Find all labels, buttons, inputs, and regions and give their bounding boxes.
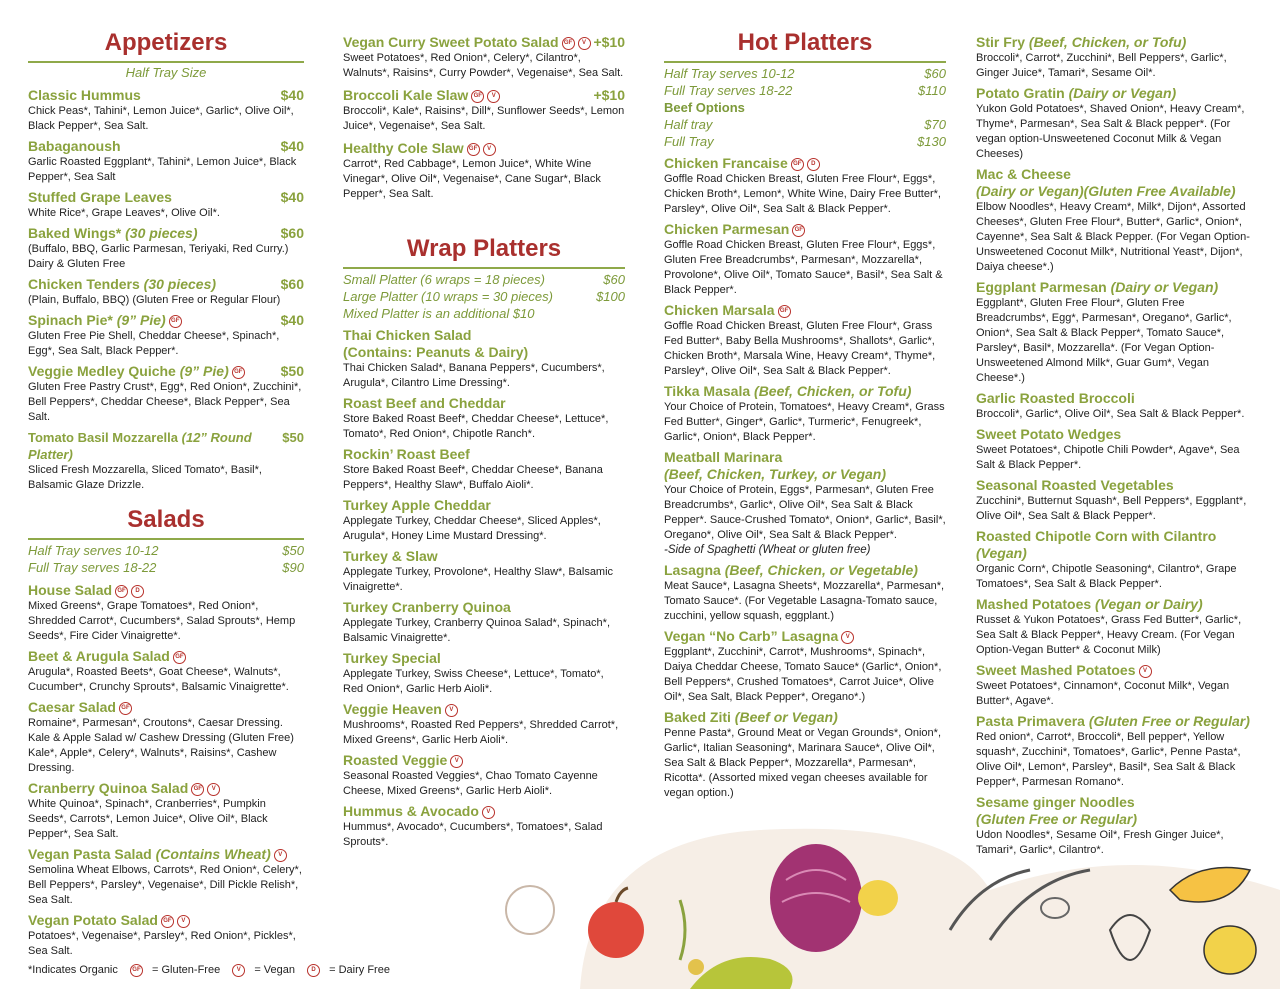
item-name: Vegan Pasta Salad xyxy=(28,846,152,862)
menu-item xyxy=(976,713,1258,790)
gluten-free-legend: = Gluten-Free xyxy=(152,964,221,977)
item-qualifier: (Vegan) xyxy=(976,545,1027,561)
item-desc: White Rice*, Grape Leaves*, Olive Oil*. xyxy=(28,207,220,219)
item-name: Beet & Arugula Salad xyxy=(28,648,170,664)
dairy-free-icon: D xyxy=(307,964,320,977)
item-name: Eggplant Parmesan xyxy=(976,279,1107,295)
item-desc: Zucchini*, Butternut Squash*, Bell Peppers*, Eggplant*, Olive Oil*, Sea Salt & Black Pepper*. xyxy=(976,495,1247,522)
gluten-free-icon: GF xyxy=(119,702,132,715)
item-desc: Chick Peas*, Tahini*, Lemon Juice*, Garlic*, Olive Oil*, Black Pepper*, Sea Salt. xyxy=(28,105,294,132)
vegan-icon: V xyxy=(487,90,500,103)
item-name: Roasted Chipotle Corn with Cilantro xyxy=(976,528,1217,544)
item-name: Baked Wings* xyxy=(28,225,122,241)
item-name: Roasted Veggie xyxy=(343,752,448,768)
menu-item xyxy=(343,327,625,391)
column-3 xyxy=(664,28,946,805)
item-qualifier: (Beef, Chicken, or Vegetable) xyxy=(724,562,918,578)
item-desc: Goffle Road Chicken Breast, Gluten Free Flour*, Grass Fed Butter*, Baby Bella Mushrooms*, Shallots*, Garlic*, Chicken Broth*, Marsala Wine, Heavy Cream*, Thyme*, Parsley*, Olive Oil*, Sea Salt & Black Pepper*. xyxy=(664,320,936,377)
background-blob xyxy=(580,829,1280,989)
price-value: $90 xyxy=(282,560,304,575)
item-price: +$10 xyxy=(593,87,625,103)
gluten-free-icon: GF xyxy=(791,158,804,171)
item-price: $40 xyxy=(280,138,304,154)
gluten-free-icon: GF xyxy=(562,37,575,50)
price-label: Full Tray serves 18-22 xyxy=(664,83,793,98)
menu-item xyxy=(664,155,946,217)
item-desc: (Buffalo, BBQ, Garlic Parmesan, Teriyaki, Red Curry.) Dairy & Gluten Free xyxy=(28,243,289,270)
menu-item xyxy=(343,701,625,748)
item-desc: Russet & Yukon Potatoes*, Grass Fed Butter*, Garlic*, Sea Salt & Black Pepper*, Heavy Cream. (For Vegan Option-Vegan Butter* & Coconut Milk) xyxy=(976,614,1242,656)
item-qualifier: (12” Round Platter) xyxy=(28,430,252,462)
menu-item xyxy=(28,312,304,359)
item-desc: Sliced Fresh Mozzarella, Sliced Tomato*, Basil*, Balsamic Glaze Drizzle. xyxy=(28,464,262,491)
vegan-icon: V xyxy=(232,964,245,977)
item-name: Stuffed Grape Leaves xyxy=(28,189,172,205)
gluten-free-icon: GF xyxy=(173,651,186,664)
item-desc: Broccoli*, Garlic*, Olive Oil*, Sea Salt & Black Pepper*. xyxy=(976,408,1245,420)
item-name: Sweet Potato Wedges xyxy=(976,426,1122,442)
item-name: Mashed Potatoes xyxy=(976,596,1092,612)
price-label: Full Tray xyxy=(664,134,714,149)
menu-item xyxy=(976,662,1258,709)
vegan-icon: V xyxy=(207,783,220,796)
item-desc: Arugula*, Roasted Beets*, Goat Cheese*, Walnuts*, Cucumber*, Crunchy Sprouts*, Balsamic Vinaigrette*. xyxy=(28,666,289,693)
item-name: Thai Chicken Salad xyxy=(343,327,472,343)
menu-item xyxy=(28,225,304,272)
vegan-icon: V xyxy=(483,143,496,156)
item-price: $60 xyxy=(280,276,304,292)
price-row xyxy=(664,82,946,99)
item-price: $50 xyxy=(282,430,304,445)
gluten-free-icon: GF xyxy=(471,90,484,103)
price-label: Mixed Platter is an additional $10 xyxy=(343,306,535,321)
price-value: $110 xyxy=(918,83,946,98)
menu-item xyxy=(28,780,304,842)
menu-item xyxy=(343,87,625,134)
menu-item xyxy=(343,548,625,595)
item-desc: Red onion*, Carrot*, Broccoli*, Bell pepper*, Yellow squash*, Zucchini*, Tomatoes*, Garlic*, Penne Pasta*, Olive Oil*, Lemon*, Parsley*, Basil*, Sea Salt & Black Pepper*, Parmesan Romano*. xyxy=(976,731,1241,788)
gluten-free-icon: GF xyxy=(467,143,480,156)
item-desc: Broccoli*, Kale*, Raisins*, Dill*, Sunflower Seeds*, Lemon Juice*, Vegenaise*, Sea Salt. xyxy=(343,105,625,132)
item-name: Baked Ziti xyxy=(664,709,731,725)
item-name: Sweet Mashed Potatoes xyxy=(976,662,1136,678)
item-qualifier: (Beef, Chicken, or Tofu) xyxy=(1028,34,1187,50)
item-name: Roast Beef and Cheddar xyxy=(343,395,506,411)
menu-item xyxy=(343,650,625,697)
menu-item xyxy=(28,699,304,776)
item-desc: Penne Pasta*, Ground Meat or Vegan Grounds*, Onion*, Garlic*, Italian Seasoning*, Marinara Sauce*, Olive Oil*, Sea Salt & Black Pepper*, Mozzarella*, Parmesan*, Ricotta*. (Assorted mixed vegan cheeses available for vegan option.) xyxy=(664,727,942,799)
item-name: Seasonal Roasted Vegetables xyxy=(976,477,1174,493)
vegan-legend: = Vegan xyxy=(254,964,295,977)
vegan-icon: V xyxy=(445,704,458,717)
item-desc: Seasonal Roasted Veggies*, Chao Tomato Cayenne Cheese, Mixed Greens*, Garlic Herb Aioli*. xyxy=(343,770,598,797)
gluten-free-icon: GF xyxy=(169,315,182,328)
item-desc: Eggplant*, Zucchini*, Carrot*, Mushrooms*, Spinach*, Daiya Cheddar Cheese, Tomato Sauce* (Garlic*, Onion*, Bell Peppers*, Crushed Tomatoes*, Carrot Juice*, Olive Oil*, Sea Salt, Black Pepper*, Oregano*.) xyxy=(664,646,942,703)
item-qualifier: (Gluten Free or Regular) xyxy=(976,811,1138,827)
item-desc: Organic Corn*, Chipotle Seasoning*, Cilantro*, Grape Tomatoes*, Sea Salt & Black Pepper*. xyxy=(976,563,1237,590)
item-name: Chicken Parmesan xyxy=(664,221,790,237)
item-name: Meatball Marinara xyxy=(664,449,783,465)
menu-item xyxy=(28,276,304,308)
price-row xyxy=(664,116,946,133)
item-desc: Applegate Turkey, Cranberry Quinoa Salad*, Spinach*, Balsamic Vinaigrette*. xyxy=(343,617,611,644)
price-row xyxy=(28,559,304,576)
lemon-icon-2 xyxy=(1204,926,1256,974)
dairy-free-icon: D xyxy=(131,585,144,598)
item-desc: Gluten Free Pastry Crust*, Egg*, Red Onion*, Zucchini*, Bell Peppers*, Cheddar Cheese*, Black Pepper*, Sea Salt. xyxy=(28,381,302,423)
price-row xyxy=(343,271,625,288)
vegan-icon: V xyxy=(274,849,287,862)
price-row xyxy=(664,133,946,150)
menu-item xyxy=(664,628,946,705)
item-name: Vegan “No Carb” Lasagna xyxy=(664,628,839,644)
divider xyxy=(343,267,625,269)
item-desc: Potatoes*, Vegenaise*, Parsley*, Red Onion*, Pickles*, Sea Salt. xyxy=(28,930,296,957)
column-4 xyxy=(976,34,1258,862)
vegan-icon: V xyxy=(450,755,463,768)
item-qualifier: (Contains Wheat) xyxy=(155,846,271,862)
column-1 xyxy=(28,28,304,963)
item-name: Cranberry Quinoa Salad xyxy=(28,780,189,796)
menu-item xyxy=(28,138,304,185)
vegan-icon: V xyxy=(841,631,854,644)
menu-item xyxy=(976,34,1258,81)
price-value: $60 xyxy=(924,66,946,81)
price-value: $130 xyxy=(917,134,946,149)
price-label: Half Tray serves 10-12 xyxy=(28,543,159,558)
item-price: $40 xyxy=(280,312,304,328)
item-name: Turkey Apple Cheddar xyxy=(343,497,491,513)
item-name: Tomato Basil Mozzarella xyxy=(28,430,179,445)
gluten-free-icon: GF xyxy=(130,964,143,977)
item-name: Chicken Tenders xyxy=(28,276,140,292)
item-name: Healthy Cole Slaw xyxy=(343,140,464,156)
dairy-free-icon: D xyxy=(807,158,820,171)
vegan-icon: V xyxy=(578,37,591,50)
price-label: Large Platter (10 wraps = 30 pieces) xyxy=(343,289,553,304)
item-qualifier: (Gluten Free or Regular) xyxy=(1088,713,1250,729)
item-price: $50 xyxy=(280,363,304,379)
price-row xyxy=(343,288,625,305)
menu-item xyxy=(343,497,625,544)
legend xyxy=(28,964,396,977)
salads-title: Salads xyxy=(127,506,205,533)
item-desc: Meat Sauce*, Lasagna Sheets*, Mozzarella*, Parmesan*, Tomato Sauce*. (For Vegetable Lasagna-Tomato sauce, zucchini, yellow squash, eggplant.) xyxy=(664,580,945,622)
gluten-free-icon: GF xyxy=(115,585,128,598)
item-name: Lasagna xyxy=(664,562,721,578)
item-name: Pasta Primavera xyxy=(976,713,1085,729)
price-value: $70 xyxy=(924,117,946,132)
garlic-icon xyxy=(506,886,554,934)
item-name: Chicken Marsala xyxy=(664,302,775,318)
item-desc: Thai Chicken Salad*, Banana Peppers*, Cucumbers*, Arugula*, Cilantro Lime Dressing*. xyxy=(343,362,605,389)
item-desc: Your Choice of Protein, Tomatoes*, Heavy Cream*, Grass Fed Butter*, Ginger*, Garlic*, Turmeric*, Fenugreek*, Garlic*, Onion*, Black Pepper*. xyxy=(664,401,945,443)
gluten-free-icon: GF xyxy=(792,224,805,237)
item-name: Turkey Special xyxy=(343,650,441,666)
menu-item xyxy=(976,85,1258,162)
price-row xyxy=(664,65,946,82)
item-desc: Romaine*, Parmesan*, Croutons*, Caesar Dressing. Kale & Apple Salad w/ Cashew Dressing (Gluten Free) Kale*, Apple*, Celery*, Walnuts*, Raisins*, Cashew Dressing. xyxy=(28,717,294,774)
item-qualifier: (9” Pie) xyxy=(179,363,229,379)
item-name: House Salad xyxy=(28,582,113,598)
menu-item xyxy=(28,648,304,695)
item-desc: Sweet Potatoes*, Cinnamon*, Coconut Milk*, Vegan Butter*, Agave*. xyxy=(976,680,1230,707)
organic-legend: *Indicates Organic xyxy=(28,964,118,977)
item-desc: Goffle Road Chicken Breast, Gluten Free Flour*, Eggs*, Gluten Free Breadcrumbs*, Parmesan*, Mozzarella*, Provolone*, Olive Oil*, Tomato Sauce*, Basil*, Sea Salt & Black Pepper*. xyxy=(664,239,943,296)
item-desc: Store Baked Roast Beef*, Cheddar Cheese*, Lettuce*, Tomato*, Red Onion*, Chipotle Ranch*. xyxy=(343,413,609,440)
item-desc: Semolina Wheat Elbows, Carrots*, Red Onion*, Celery*, Bell Peppers*, Parsley*, Vegenaise*, Dill Pickle Relish*, Sea Salt. xyxy=(28,864,302,906)
menu-item xyxy=(28,912,304,959)
gluten-free-icon: GF xyxy=(232,366,245,379)
item-price: $60 xyxy=(280,225,304,241)
item-name: Turkey Cranberry Quinoa xyxy=(343,599,511,615)
item-qualifier: (9” Pie) xyxy=(116,312,166,328)
item-desc: Hummus*, Avocado*, Cucumbers*, Tomatoes*, Salad Sprouts*. xyxy=(343,821,603,848)
item-name: Veggie Heaven xyxy=(343,701,442,717)
price-value: $50 xyxy=(282,543,304,558)
item-desc: Udon Noodles*, Sesame Oil*, Fresh Ginger Juice*, Tamari*, Garlic*, Cilantro*. xyxy=(976,829,1224,856)
divider xyxy=(28,538,304,540)
item-price: +$10 xyxy=(593,34,625,50)
menu-item xyxy=(28,189,304,221)
item-qualifier: (Beef, Chicken, Turkey, or Vegan) xyxy=(664,466,886,482)
item-name: Potato Gratin xyxy=(976,85,1065,101)
menu-item xyxy=(976,166,1258,275)
item-name: Broccoli Kale Slaw xyxy=(343,87,469,103)
menu-item xyxy=(976,279,1258,386)
vegan-icon: V xyxy=(482,806,495,819)
menu-item xyxy=(664,562,946,624)
item-desc: Store Baked Roast Beef*, Cheddar Cheese*, Banana Peppers*, Healthy Slaw*, Buffalo Aioli*. xyxy=(343,464,603,491)
hot-platters-title: Hot Platters xyxy=(737,29,873,56)
price-value: $60 xyxy=(603,272,625,287)
item-qualifier: (Dairy or Vegan) xyxy=(1110,279,1219,295)
item-qualifier: (Dairy or Vegan) xyxy=(1068,85,1177,101)
item-desc: Sweet Potatoes*, Red Onion*, Celery*, Cilantro*, Walnuts*, Raisins*, Curry Powder*, Vegenaise*, Sea Salt. xyxy=(343,52,624,79)
menu-item xyxy=(976,596,1258,658)
menu-item xyxy=(343,446,625,493)
item-note: -Side of Spaghetti (Wheat or gluten free) xyxy=(664,544,871,556)
price-label: Half Tray serves 10-12 xyxy=(664,66,795,81)
menu-item xyxy=(664,221,946,298)
item-desc: (Plain, Buffalo, BBQ) (Gluten Free or Regular Flour) xyxy=(28,294,281,306)
item-name: Caesar Salad xyxy=(28,699,116,715)
price-label: Beef Options xyxy=(664,100,745,115)
vegan-icon: V xyxy=(177,915,190,928)
gluten-free-icon: GF xyxy=(191,783,204,796)
turnip-icon xyxy=(688,959,704,975)
price-label: Small Platter (6 wraps = 18 pieces) xyxy=(343,272,545,287)
item-desc: Garlic Roasted Eggplant*, Tahini*, Lemon Juice*, Black Pepper*, Sea Salt xyxy=(28,156,297,183)
item-desc: Gluten Free Pie Shell, Cheddar Cheese*, Spinach*, Egg*, Sea Salt, Black Pepper*. xyxy=(28,330,280,357)
gluten-free-icon: GF xyxy=(778,305,791,318)
item-name: Vegan Curry Sweet Potato Salad xyxy=(343,34,559,50)
wraps-title: Wrap Platters xyxy=(406,235,562,262)
price-label: Half tray xyxy=(664,117,713,132)
menu-item xyxy=(664,383,946,445)
price-note xyxy=(343,305,625,322)
menu-item xyxy=(343,34,625,81)
price-label: Full Tray serves 18-22 xyxy=(28,560,157,575)
item-name: Vegan Potato Salad xyxy=(28,912,158,928)
item-qualifier: (Beef or Vegan) xyxy=(734,709,838,725)
item-name: Spinach Pie* xyxy=(28,312,113,328)
item-qualifier: (Vegan or Dairy) xyxy=(1095,596,1203,612)
menu-item xyxy=(976,390,1258,422)
food-illustration xyxy=(430,780,1280,989)
vegan-icon: V xyxy=(1139,665,1152,678)
divider xyxy=(28,61,304,63)
divider xyxy=(664,61,946,63)
item-name: Mac & Cheese xyxy=(976,166,1071,182)
appetizers-subtitle: Half Tray Size xyxy=(125,65,207,80)
item-desc: Goffle Road Chicken Breast, Gluten Free Flour*, Eggs*, Chicken Broth*, Lemon*, White Wine, Dairy Free Butter*, Parsley*, Olive Oil*, Sea Salt & Black Pepper*. xyxy=(664,173,941,215)
item-desc: White Quinoa*, Spinach*, Cranberries*, Pumpkin Seeds*, Carrots*, Lemon Juice*, Olive Oil*, Black Pepper*, Sea Salt. xyxy=(28,798,268,840)
menu-item xyxy=(28,582,304,644)
item-desc: Applegate Turkey, Provolone*, Healthy Slaw*, Balsamic Vinaigrette*. xyxy=(343,566,614,593)
menu-item xyxy=(28,846,304,908)
item-desc: Carrot*, Red Cabbage*, Lemon Juice*, White Wine Vinegar*, Olive Oil*, Vegenaise*, Cane Sugar*, Black Pepper*, Sea Salt. xyxy=(343,158,601,200)
price-row xyxy=(664,99,946,116)
item-name: Classic Hummus xyxy=(28,87,141,103)
apple-icon xyxy=(588,902,644,958)
menu-item xyxy=(976,426,1258,473)
onion-icon xyxy=(770,844,862,952)
menu-item xyxy=(28,429,304,493)
price-row xyxy=(28,542,304,559)
item-name: Rockin’ Roast Beef xyxy=(343,446,470,462)
item-desc: Mixed Greens*, Grape Tomatoes*, Red Onion*, Shredded Carrot*, Cucumbers*, Salad Sprouts*, Hemp Seeds*, Fire Cider Vinaigrette*. xyxy=(28,600,296,642)
item-qualifier: (30 pieces) xyxy=(143,276,217,292)
item-qualifier: (Dairy or Vegan)(Gluten Free Available) xyxy=(976,183,1236,199)
menu-item xyxy=(28,87,304,134)
item-desc: Applegate Turkey, Swiss Cheese*, Lettuce*, Tomato*, Red Onion*, Garlic Herb Aioli*. xyxy=(343,668,604,695)
item-name: Hummus & Avocado xyxy=(343,803,479,819)
item-name: Turkey & Slaw xyxy=(343,548,438,564)
menu-item xyxy=(28,363,304,425)
dairy-free-legend: = Dairy Free xyxy=(329,964,390,977)
menu-item xyxy=(976,528,1258,592)
menu-item xyxy=(343,395,625,442)
price-value: $100 xyxy=(596,289,625,304)
item-desc: Your Choice of Protein, Eggs*, Parmesan*, Gluten Free Breadcrumbs*, Garlic*, Olive Oil*, Sea Salt & Black Pepper*. Sauce-Crushed Tomato*, Onion*, Garlic*, Basil*, Oregano*, Olive Oil*, Sea Salt & Black Pepper*. xyxy=(664,484,946,541)
item-qualifier: (30 pieces) xyxy=(125,225,198,241)
item-name: Sesame ginger Noodles xyxy=(976,794,1135,810)
appetizers-title: Appetizers xyxy=(104,29,228,56)
item-name: Tikka Masala xyxy=(664,383,751,399)
item-name: Stir Fry xyxy=(976,34,1026,50)
item-price: $40 xyxy=(280,87,304,103)
item-desc: Yukon Gold Potatoes*, Shaved Onion*, Heavy Cream*, Thyme*, Parmesan*, Sea Salt & Black pepper*. (For vegan option-Unsweetened Coconut Milk & Vegan Cheeses) xyxy=(976,103,1245,160)
column-2 xyxy=(343,34,625,854)
item-desc: Elbow Noodles*, Heavy Cream*, Milk*, Dijon*, Assorted Cheeses*, Gluten Free Flour*, Butter*, Garlic*, Onion*, Cayenne*, Sea Salt & Black Pepper. (For Vegan Option-Unsweetened Coconut Milk*, Nutritional Yeast*, Dijon*, Daiya cheese*.) xyxy=(976,201,1250,273)
menu-item xyxy=(976,477,1258,524)
item-qualifier: (Beef, Chicken, or Tofu) xyxy=(754,383,912,399)
lemon-icon xyxy=(858,880,898,916)
item-price: $40 xyxy=(280,189,304,205)
item-name: Garlic Roasted Broccoli xyxy=(976,390,1135,406)
item-qualifier: (Contains: Peanuts & Dairy) xyxy=(343,344,529,360)
item-desc: Sweet Potatoes*, Chipotle Chili Powder*, Agave*, Sea Salt & Black Pepper*. xyxy=(976,444,1240,471)
menu-item xyxy=(343,599,625,646)
gluten-free-icon: GF xyxy=(161,915,174,928)
item-name: Veggie Medley Quiche xyxy=(28,363,176,379)
item-desc: Mushrooms*, Roasted Red Peppers*, Shredded Carrot*, Mixed Greens*, Garlic Herb Aioli*. xyxy=(343,719,619,746)
item-desc: Broccoli*, Carrot*, Zucchini*, Bell Peppers*, Garlic*, Ginger Juice*, Tamari*, Sesame Oil*. xyxy=(976,52,1227,79)
menu-item xyxy=(664,449,946,558)
item-desc: Eggplant*, Gluten Free Flour*, Gluten Free Breadcrumbs*, Egg*, Parmesan*, Oregano*, Garlic*, Onion*, Sea Salt & Black Pepper*, Tomato Sauce*, Parsley*, Basil*, Mozzarella*. (For Vegan Option-Unsweetened Almond Milk*, Guar Gum*, Vegan Cheese*.) xyxy=(976,297,1232,384)
menu-item xyxy=(664,302,946,379)
item-name: Chicken Francaise xyxy=(664,155,788,171)
menu-item xyxy=(343,140,625,202)
item-desc: Applegate Turkey, Cheddar Cheese*, Sliced Apples*, Arugula*, Honey Lime Mustard Dressing*. xyxy=(343,515,601,542)
item-name: Babaganoush xyxy=(28,138,121,154)
